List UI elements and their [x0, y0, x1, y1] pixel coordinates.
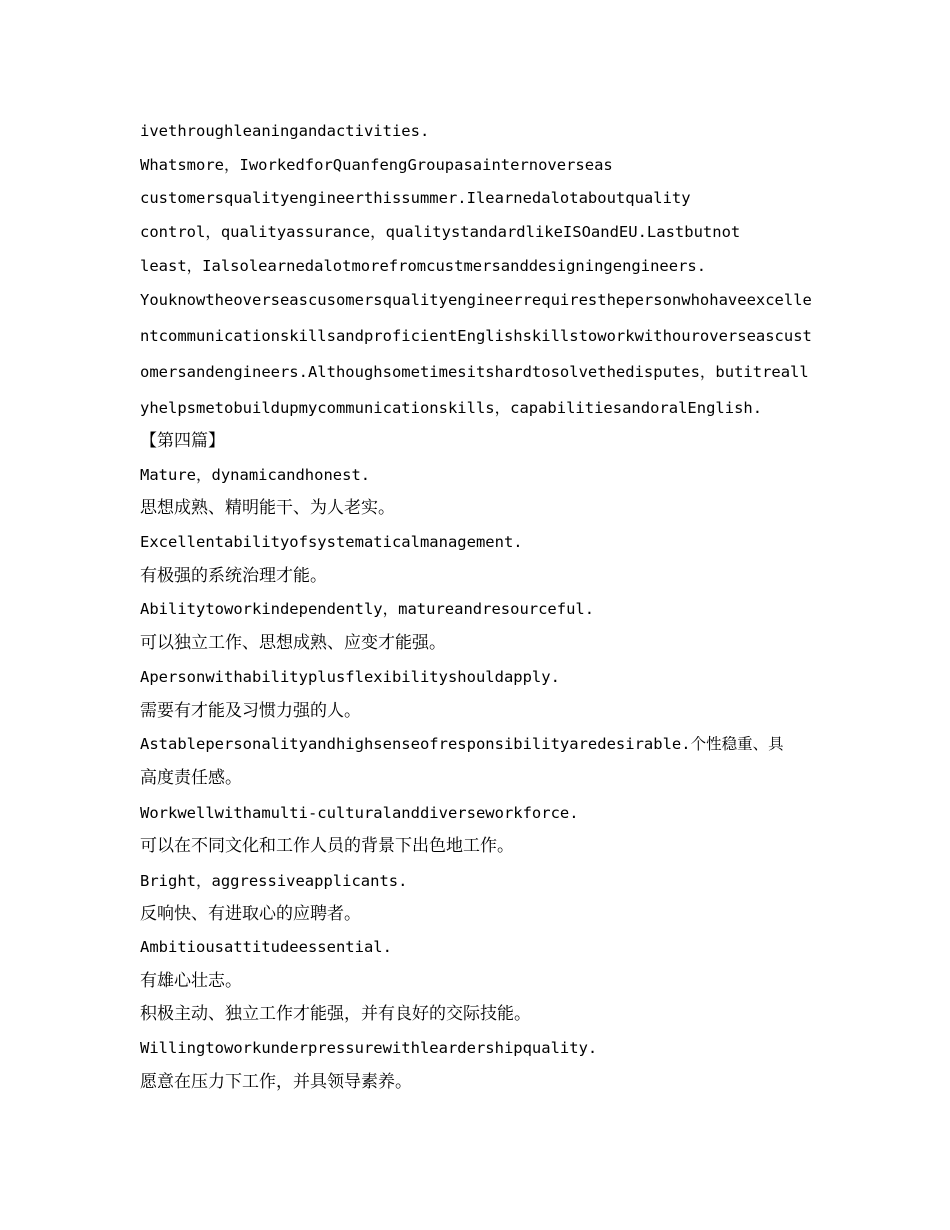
text-line: customersqualityengineerthissummer.Ilearnedalotaboutquality — [140, 189, 691, 207]
text-line: Astablepersonalityandhighsenseofresponsibilityaredesirable.个性稳重、具 — [140, 735, 784, 753]
text-line: Willingtoworkunderpressurewithleardershipquality. — [140, 1039, 598, 1057]
text-line: Excellentabilityofsystematicalmanagement. — [140, 533, 523, 551]
text-line: Mature，dynamicandhonest. — [140, 466, 371, 484]
text-line-chinese: 思想成熟、精明能干、为人老实。 — [140, 498, 395, 518]
text-line: Bright，aggressiveapplicants. — [140, 872, 408, 890]
text-line-chinese: 高度责任感。 — [140, 768, 242, 788]
text-line: Abilitytoworkindependently，matureandresourceful. — [140, 600, 595, 618]
text-line-chinese: 可以在不同文化和工作人员的背景下出色地工作。 — [140, 836, 514, 856]
text-line-chinese: 积极主动、独立工作才能强，并有良好的交际技能。 — [140, 1004, 531, 1024]
section-heading: 【第四篇】 — [140, 431, 225, 451]
text-line: Youknowtheoverseascusomersqualityengineerrequiresthepersonwhohaveexcelle — [140, 291, 812, 309]
text-line-chinese: 有极强的系统治理才能。 — [140, 566, 327, 586]
text-line: Apersonwithabilityplusflexibilityshouldapply. — [140, 668, 560, 686]
text-line: Workwellwithamulti-culturalanddiverseworkforce. — [140, 804, 579, 822]
text-line: Ambitiousattitudeessential. — [140, 938, 392, 956]
text-line: control，qualityassurance，qualitystandardlikeISOandEU.Lastbutnot — [140, 223, 741, 241]
text-line-chinese: 可以独立工作、思想成熟、应变才能强。 — [140, 633, 446, 653]
text-line: Whatsmore，IworkedforQuanfengGroupasainternoverseas — [140, 156, 613, 174]
text-line: least，Ialsolearnedalotmorefromcustmersanddesigningengineers. — [140, 257, 707, 275]
text-line-chinese: 有雄心壮志。 — [140, 971, 242, 991]
text-line: yhelpsmetobuildupmycommunicationskills，capabilitiesandoralEnglish. — [140, 399, 763, 417]
text-line-chinese: 需要有才能及习惯力强的人。 — [140, 701, 361, 721]
text-line: ntcommunicationskillsandproficientEnglishskillstoworkwithouroverseascust — [140, 327, 812, 345]
text-line: ivethroughleaningandactivities. — [140, 122, 430, 140]
text-line-chinese: 愿意在压力下工作，并具领导素养。 — [140, 1072, 412, 1092]
text-line-chinese: 反响快、有进取心的应聘者。 — [140, 904, 361, 924]
text-line: omersandengineers.Althoughsometimesitshardtosolvethedisputes，butitreall — [140, 363, 809, 381]
